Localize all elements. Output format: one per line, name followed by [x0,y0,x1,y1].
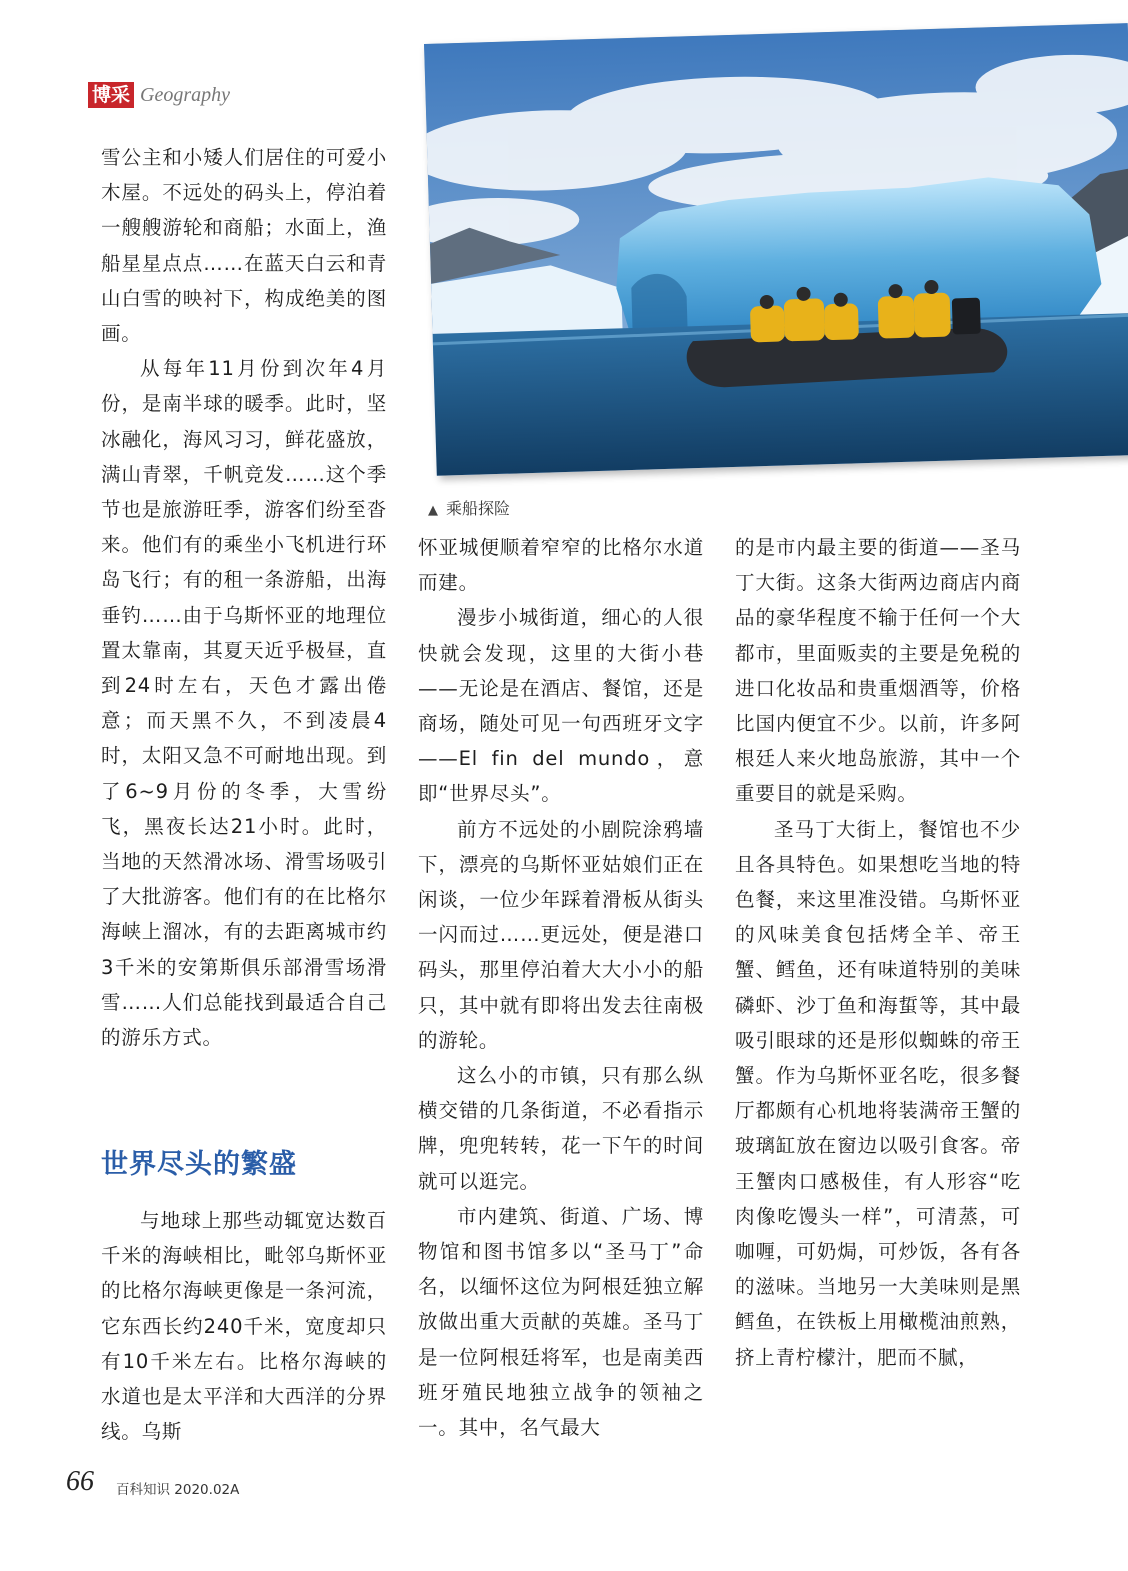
caption-text: 乘船探险 [446,499,511,518]
column-1 [101,140,387,1055]
paragraph: 前方不远处的小剧院涂鸦墙下，漂亮的乌斯怀亚姑娘们正在闲谈，一位少年踩着滑板从街头一闪而过……更远处，便是港口码头，那里停泊着大大小小的船只，其中就有即将出发去往南极的游轮。 [418,817,704,1052]
column-1-lower [101,1203,387,1449]
photo-illustration [424,23,1128,476]
magazine-issue: 百科知识 2020.02A [116,1482,240,1498]
paragraph: 与地球上那些动辄宽达数百千米的海峡相比，毗邻乌斯怀亚的比格尔海峡更像是一条河流，它东西长约240千米，宽度却只有10千米左右。比格尔海峡的水道也是太平洋和大西洋的分界线。乌斯 [101,1209,387,1444]
column-badge: 博采 [88,82,134,108]
section-name: Geography [140,83,230,106]
paragraph: 圣马丁大街上，餐馆也不少且各具特色。如果想吃当地的特色餐，来这里准没错。乌斯怀亚的风味美食包括烤全羊、帝王蟹、鳕鱼，还有味道特别的美味磷虾、沙丁鱼和海蜇等，其中最吸引眼球的还是形似蜘蛛的帝王蟹。作为乌斯怀亚名吃，很多餐厅都颇有心机地将装满帝王蟹的玻璃缸放在窗边以吸引食客。帝王蟹肉口感极佳，有人形容“吃肉像吃馒头一样”，可清蒸，可咖喱，可奶焗，可炒饭，各有各的滋味。当地另一大美味则是黑鳕鱼，在铁板上用橄榄油煎熟，挤上青柠檬汁，肥而不腻， [735,817,1021,1369]
paragraph: 漫步小城街道，细心的人很快就会发现，这里的大街小巷——无论是在酒店、餐馆，还是商场，随处可见一句西班牙文字——El fin del mundo，意即“世界尽头”。 [418,606,704,806]
page-number: 66 [66,1466,94,1497]
column-2 [418,530,704,1445]
paragraph: 这么小的市镇，只有那么纵横交错的几条街道，不必看指示牌，兜兜转转，花一下午的时间就可以逛完。 [418,1064,704,1193]
column-3 [735,530,1021,1375]
paragraph: 从每年11月份到次年4月份，是南半球的暖季。此时，坚冰融化，海风习习，鲜花盛放，满山青翠，千帆竞发……这个季节也是旅游旺季，游客们纷至沓来。他们有的乘坐小飞机进行环岛飞行；有的租一条游船，出海垂钓……由于乌斯怀亚的地理位置太靠南，其夏天近乎极昼，直到24时左右，天色才露出倦意；而天黑不久，不到凌晨4时，太阳又急不可耐地出现。到了6~9月份的冬季，大雪纷飞，黑夜长达21小时。此时，当地的天然滑冰场、滑雪场吸引了大批游客。他们有的在比格尔海峡上溜冰，有的去距离城市约3千米的安第斯俱乐部滑雪场滑雪……人们总能找到最适合自己的游乐方式。 [101,357,387,1050]
iceberg-boat-photo [424,23,1128,476]
caption-marker: ▲ [428,503,438,518]
section-heading: 世界尽头的繁盛 [101,1149,297,1180]
paragraph: 雪公主和小矮人们居住的可爱小木屋。不远处的码头上，停泊着一艘艘游轮和商船；水面上，渔船星星点点……在蓝天白云和青山白雪的映衬下，构成绝美的图画。 [101,146,387,346]
paragraph: 怀亚城便顺着窄窄的比格尔水道而建。 [418,536,704,595]
photo-caption [428,496,510,519]
paragraph: 的是市内最主要的街道——圣马丁大街。这条大街两边商店内商品的豪华程度不输于任何一个大都市，里面贩卖的主要是免税的进口化妆品和贵重烟酒等，价格比国内便宜不少。以前，许多阿根廷人来火地岛旅游，其中一个重要目的就是采购。 [735,536,1021,806]
section-header [88,80,230,110]
paragraph: 市内建筑、街道、广场、博物馆和图书馆多以“圣马丁”命名，以缅怀这位为阿根廷独立解放做出重大贡献的英雄。圣马丁是一位阿根廷将军，也是南美西班牙殖民地独立战争的领袖之一。其中，名气最大 [418,1204,704,1440]
